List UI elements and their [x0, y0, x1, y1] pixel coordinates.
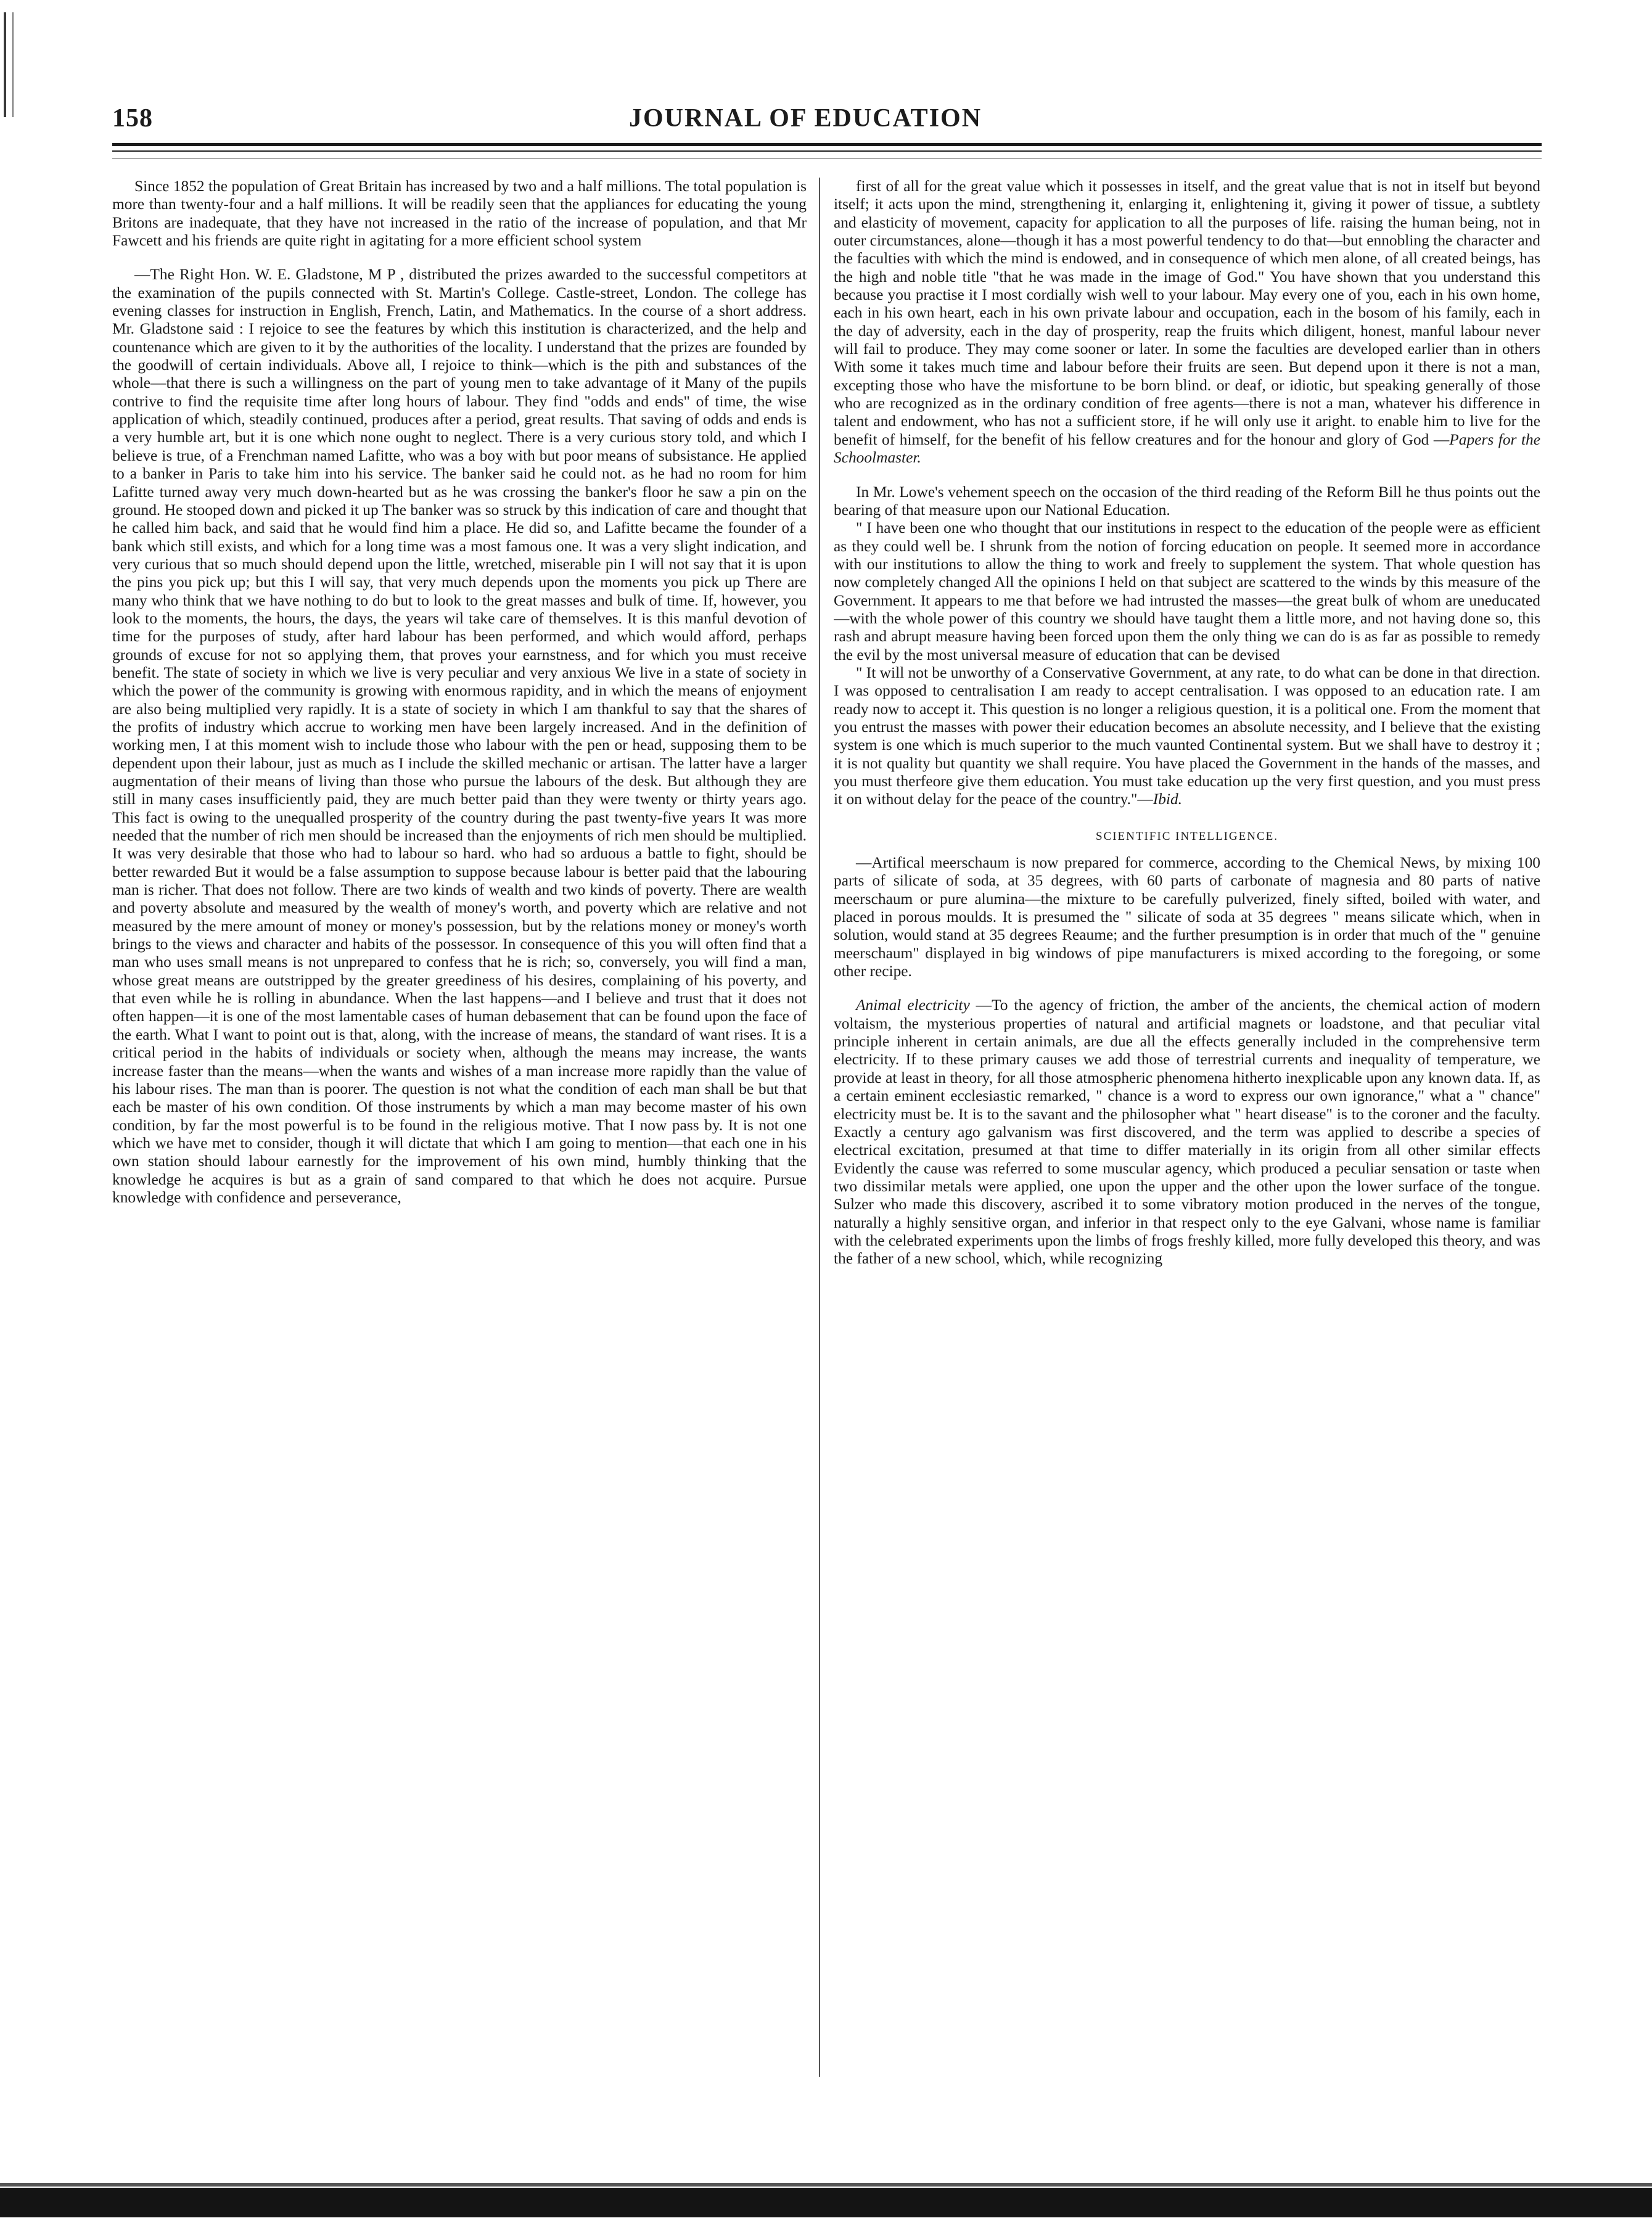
paragraph-animal-electricity — [834, 996, 1540, 1268]
paragraph-meerschaum: —Artifical meerschaum is now prepared for commerce, according to the Chemical News, by mixing 100 parts of silicate of soda, at 35 degrees, with 60 parts of carbonate of magnesia and 80 parts of native meerschaum or pure alumina—the mixture to be carefully pulverized, finely sifted, boiled with water, and placed in porous moulds. It is presumed the " silicate of soda at 35 degrees " means silicate which, when in solution, would stand at 35 degrees Reaume; and the further presumption is in order that much of the " genuine meerschaum" displayed in big windows of pipe manufacturers is mixed according to the foregoing, or some other recipe. — [834, 854, 1540, 980]
paragraph-gladstone-continued — [834, 178, 1540, 467]
binding-margin-mark — [4, 12, 14, 117]
source-citation: Ibid. — [1153, 791, 1183, 808]
scan-edge-shadow — [0, 2183, 1652, 2187]
paragraph-lowe-quote-1: " I have been one who thought that our institutions in respect to the education of the people were as efficient as they could well be. I shrunk from the notion of forcing education on people. It seemed more in accordance with our institutions to allow the thing to work and freely to supplement the system. That whole question has now completely changed All the opinions I held on that subject are scattered to the winds by this measure of the Government. It appears to me that before we had intrusted the masses—the great bulk of whom are uneducated—with the whole power of this country we should have taught them a little more, and not having done so, this rash and abrupt measure having been forced upon them the only thing we can do is as far as possible to remedy the evil by the most universal measure of education that can be devised — [834, 519, 1540, 663]
paragraph-text: " It will not be unworthy of a Conservative Government, at any rate, to do what can be done in that direction. I was opposed to centralisation I am ready to accept centralisation. I was opposed to an education rate. I am ready now to accept it. This question is no longer a religious question, it is a political one. From the moment that you entrust the masses with power their education becomes an absolute necessity, and I believe that the existing system is one which is much superior to the much vaunted Continental system. But we shall have to destroy it ; it is not quality but quantity we shall require. You have placed the Government in the hands of the masses, and you must therfeore give them education. You must take education up the very first question, and you must press it on without delay for the peace of the country."— — [834, 663, 1540, 808]
scan-bottom-bar — [0, 2188, 1652, 2217]
paragraph-lowe-quote-2 — [834, 664, 1540, 809]
paragraph-lowe-intro: In Mr. Lowe's vehement speech on the occasion of the third reading of the Reform Bill he thus points out the bearing of that measure upon our National Education. — [834, 483, 1540, 519]
paragraph-lead: Animal electricity — [856, 996, 970, 1014]
page-number: 158 — [112, 104, 153, 133]
source-citation: Papers for the Schoolmaster. — [834, 430, 1540, 467]
left-column — [112, 178, 807, 2077]
running-head: JOURNAL OF EDUCATION — [629, 104, 982, 133]
paragraph-text: first of all for the great value which it possesses in itself, and the great value that is not in itself but beyond itself; it acts upon the mind, strengthening it, enlarging it, enlightening it, giving it power of tissue, a subtlety and elasticity of movement, capacity for application to all the purposes of life. raising the human being, not in outer circumstances, alone—though it has a most powerful tendency to do that—but ennobling the character and the faculties with which the mind is endowed, and in consequence of which men alone, of all created beings, has the high and noble title "that he was made in the image of God." You have shown that you understand this because you practise it I most cordially wish well to your labour. May every one of you, each in his own home, each in his own heart, each in his own private labour and occupation, each in the bosom of his family, each in the day of adversity, each in the day of prosperity, reap the fruits which diligent, honest, manful labour never will fail to produce. They may come sooner or later. In some the faculties are developed earlier than in others With some it takes much time and labour before their fruits are seen. But depend upon it there is not a man, excepting those who have the misfortune to be born blind. or deaf, or idiotic, but speaking generally of those who are recognized as in the ordinary condition of free agents—there is not a man, whatever his difference in talent and endowment, who has not a sufficient store, if he will only use it aright. to enable him to live for the benefit of himself, for the benefit of his fellow creatures and for the honour and glory of God — — [834, 178, 1540, 448]
right-column — [834, 178, 1540, 2077]
section-heading: SCIENTIFIC INTELLIGENCE. — [1095, 829, 1279, 843]
header-rule-thick — [112, 143, 1542, 146]
paragraph-population: Since 1852 the population of Great Britain has increased by two and a half millions. The total population is more than twenty-four and a half millions. It will be readily seen that the appliances for educating the young Britons are inadequate, that they have not increased in the ratio of the increase of population, and that Mr Fawcett and his friends are quite right in agitating for a more efficient school system — [112, 178, 807, 250]
paragraph-gladstone-address: —The Right Hon. W. E. Gladstone, M P , distributed the prizes awarded to the successful competitors at the examination of the pupils connected with St. Martin's College. Castle-street, London. The college has evening classes for instruction in English, French, Latin, and Mathematics. In the course of a short address. Mr. Gladstone said : I rejoice to see the features by which this institution is characterized, and the help and countenance which are given to it by the authorities of the locality. I understand that the prizes are founded by the goodwill of certain individuals. Above all, I rejoice to think—which is the pith and substances of the whole—that there is such a willingness on the part of young men to take advantage of it Many of the pupils contrive to find the requisite time after long hours of labour. They find "odds and ends" of time, the wise application of which, steadily continued, produces after a period, great results. That saving of odds and ends is a very humble art, but it is one which none ought to neglect. There is a very curious story told, and which I believe is true, of a Frenchman named Lafitte, who was a boy with but poor means of subsistance. He applied to a banker in Paris to take him into his service. The banker said he could not. as he had no room for him Lafitte turned away very much down-hearted but as he was crossing the banker's floor he saw a pin on the ground. He stooped down and picked it up The banker was so struck by this indication of care and thought that he called him back, and said that he would find him a place. He did so, and Lafitte became the founder of a bank which still exists, and which for a long time was a most famous one. It was a very slight indication, and very curious that so much should depend upon the little, wretched, miserable pin I will not say that it is upon the pins you pick up; but this I will say, that very much depends upon the moments you pick up There are many who think that we have nothing to do but to look to the great masses and bulk of time. If, however, you look to the moments, the hours, the days, the years wil take care of themselves. It is this manful devotion of time for the purposes of study, after hard labour has been performed, and which would afford, perhaps grounds of excuse for not so applying them, that proves your earnstness, and for which you must receive benefit. The state of society in which we live is very peculiar and very anxious We live in a state of society in which the power of the community is growing with enormous rapidity, and in which the means of enjoyment are also being multiplied very rapidly. It is a state of society in which I am thankful to say that the shares of the profits of industry which accrue to working men have been largely increased. And in the definition of working men, I at this moment wish to include those who labour with the pen or head, supposing them to be dependent upon their labour, just as much as I include the skilled mechanic or artisan. The latter have a larger augmentation of their means of living than those who pursue the labours of the desk. But although they are still in many cases insufficiently paid, they are much better paid than they were twenty or thirty years ago. This fact is owing to the unequalled prosperity of the country during the past twenty-five years It was more needed that the number of rich men should be increased than the enjoyments of rich men should be multiplied. It was very desirable that those who had to labour so hard. who had so arduous a battle to fight, should be better rewarded But it would be a false assumption to suppose because labour is better paid that the labouring man is richer. That does not follow. There are two kinds of wealth and two kinds of poverty. There are wealth and poverty absolute and measured by the wealth of money's worth, and poverty which are relative and not measured by the mere amount of money or money's possession, but by the relations money or money's worth brings to the views and character and habits of the possessor. In consequence of this you will often find that a man who uses small means is not unprepared to confess that he is rich; so, conversely, you will find a man, whose great means are outstripped by the greater greediness of his desires, complaining of his poverty, and that even while he is rolling in abundance. When the last happens—and I believe and trust that it does not often happen—it is one of the most lamentable cases of human debasement that can be found upon the face of the earth. What I want to point out is that, along, with the increase of means, the standard of want rises. It is a critical period in the habits of individuals or society when, although the means may increase, the wants increase faster than the means—when the wants and wishes of a man increase more rapidly than the value of his labour rises. The man than is poorer. The question is not what the condition of each man shall be but that each be master of his own condition. Of those instruments by which a man may become master of his own condition, by far the most powerful is to be found in the religious motive. That I now pass by. It is not one which we have met to consider, though it will dictate that which I am going to mention—that each one in his own station should labour earnestly for the improvement of his own mind, humbly thinking that the knowledge he acquires is but as a grain of sand compared to that which he does not acquire. Pursue knowledge with confidence and perseverance, — [112, 266, 807, 1206]
column-divider — [819, 178, 820, 2077]
paragraph-text: —To the agency of friction, the amber of the ancients, the chemical action of modern voltaism, the mysterious properties of natural and artificial magnets or loadstone, and that peculiar vital principle inherent in certain animals, are due all the effects generally included in the comprehensive term electricity. If to these primary causes we add those of terrestrial currents and inequality of temperature, we provide at least in theory, for all those atmospheric phenomena hitherto inexplicable upon any known data. If, as a certain eminent ecclesiastic remarked, " chance is a word to express our own ignorance," what a " chance" electricity must be. It is to the savant and the philosopher what " heart disease" is to the coroner and the faculty. Exactly a century ago galvanism was first discovered, and the term was applied to describe a species of electrical excitation, presumed at that time to differ materially in its origin from all other similar effects Evidently the cause was referred to some muscular agency, which produced a peculiar sensation or taste when two dissimilar metals were applied, one upon the upper and the other upon the lower surface of the tongue. Sulzer who made this discovery, ascribed it to some vibratory motion produced in the nerves of the tongue, naturally a highly sensitive organ, and inferior in that respect only to the eye Galvani, whose name is familiar with the celebrated experiments upon the limbs of frogs freshly killed, more fully developed this theory, and was the father of a new school, which, while recognizing — [834, 996, 1540, 1268]
header-rule-thin — [112, 150, 1542, 152]
